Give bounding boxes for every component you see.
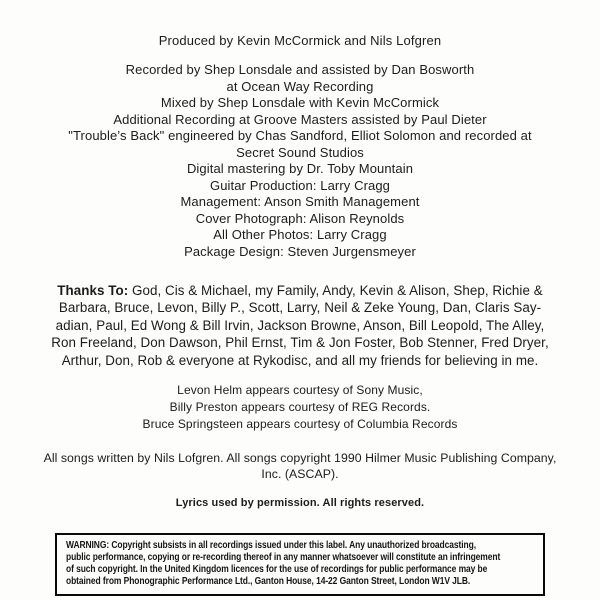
lyrics-permission-line: Lyrics used by permission. All rights reserved. xyxy=(175,497,425,510)
courtesy-line: Bruce Springsteen appears courtesy of Columbia Records xyxy=(142,417,458,432)
credit-line: at Ocean Way Recording xyxy=(226,78,374,94)
credit-line: Recorded by Shep Lonsdale and assisted by Dan Bosworth xyxy=(125,62,475,77)
thanks-line: Barbara, Bruce, Levon, Billy P., Scott, Larry, Neil & Zeke Young, Dan, Claris Say- xyxy=(58,300,542,316)
produced-credit-line: Produced by Kevin McCormick and Nils Lofgren xyxy=(158,33,442,48)
credit-line: Guitar Production: Larry Cragg xyxy=(209,177,391,193)
credit-line: Cover Photograph: Alison Reynolds xyxy=(195,210,405,226)
artist-courtesy-block xyxy=(0,382,600,433)
thanks-line: Ron Freeland, Don Dawson, Phil Ernst, Tim & Jon Foster, Bob Stenner, Fred Dryer, xyxy=(51,335,549,351)
copyright-warning-box xyxy=(55,533,545,596)
thanks-line xyxy=(0,282,600,299)
songs-copyright-line: All songs written by Nils Lofgren. All songs copyright 1990 Hilmer Music Publishing Company, xyxy=(43,451,557,466)
thanks-paragraph xyxy=(0,282,600,369)
credit-line: Secret Sound Studios xyxy=(236,144,364,160)
credit-line: All Other Photos: Larry Cragg xyxy=(213,227,387,242)
warning-text-line: WARNING: Copyright subsists in all recordings issued under this label. Any unauthorized broadcasting, xyxy=(66,540,476,552)
credit-line: Management: Anson Smith Management xyxy=(180,194,420,209)
songwriting-copyright-block xyxy=(0,451,600,482)
thanks-label: Thanks To: xyxy=(57,283,129,298)
thanks-line: Arthur, Don, Rob & everyone at Rykodisc, and all my friends for believing in me. xyxy=(61,352,539,368)
thanks-line: adian, Paul, Ed Wong & Bill Irvin, Jackson Browne, Anson, Bill Leopold, The Alley, xyxy=(55,317,545,333)
warning-text-line: obtained from Phonographic Performance Ltd., Ganton House, 14-22 Ganton Street, London W1V JLB. xyxy=(66,576,471,588)
credit-line: Additional Recording at Groove Masters assisted by Paul Dieter xyxy=(113,111,487,127)
courtesy-line: Billy Preston appears courtesy of REG Records. xyxy=(169,400,431,415)
warning-text-line: public performance, copying or re-recording thereof in any manner whatsoever will constitute an infringement xyxy=(66,552,501,564)
warning-text-line: of such copyright. In the United Kingdom licences for the use of recordings for public performance may be xyxy=(66,564,488,576)
credit-line: Digital mastering by Dr. Toby Mountain xyxy=(186,161,414,176)
courtesy-line: Levon Helm appears courtesy of Sony Music, xyxy=(177,383,423,398)
songs-copyright-line: Inc. (ASCAP). xyxy=(261,466,339,481)
credit-line: "Trouble’s Back" engineered by Chas Sandford, Elliot Solomon and recorded at xyxy=(68,128,532,143)
thanks-line-text: God, Cis & Michael, my Family, Andy, Kevin & Alison, Shep, Richie & xyxy=(128,283,543,298)
credit-line: Package Design: Steven Jurgensmeyer xyxy=(184,243,416,259)
credit-line: Mixed by Shep Lonsdale with Kevin McCormick xyxy=(160,95,440,110)
recording-credits-block xyxy=(0,62,600,260)
